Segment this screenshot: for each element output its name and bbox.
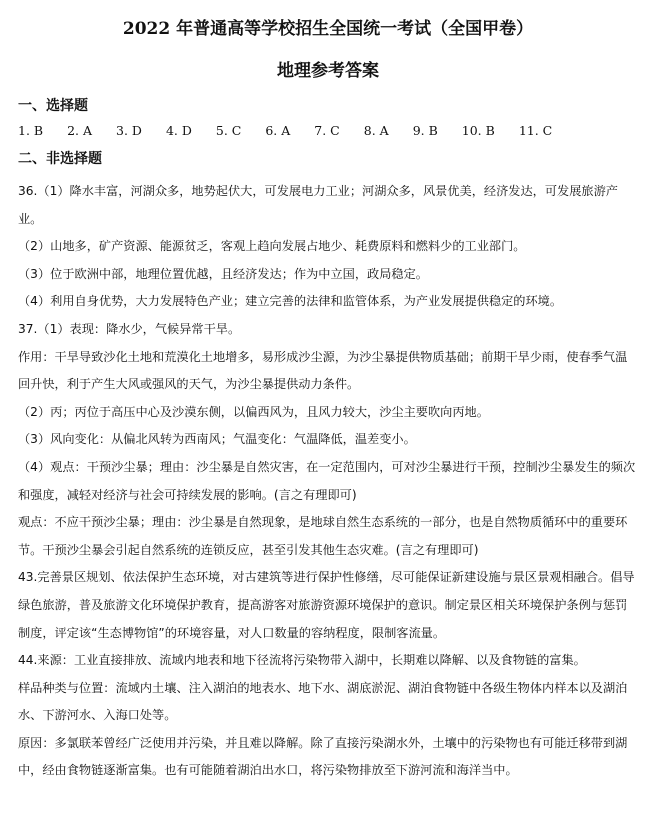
answer-paragraph: （3）位于欧洲中部，地理位置优越，且经济发达；作为中立国，政局稳定。 xyxy=(18,266,428,281)
section-heading-nonchoice: 二、非选择题 xyxy=(18,151,102,167)
answer-body xyxy=(18,178,638,785)
answer-paragraph: 37.（1）表现：降水少，气候异常干旱。 xyxy=(18,321,241,336)
answer-paragraph: （3）风向变化：从偏北风转为西南风；气温变化：气温降低，温差变小。 xyxy=(18,432,416,447)
answer-paragraph: 观点：不应干预沙尘暴；理由：沙尘暴是自然现象，是地球自然生态系统的一部分，也是自然物质循环中的重要环节。干预沙尘暴会引起自然系统的连锁反应，甚至引发其他生态灾难。(言之有理即可) xyxy=(18,515,628,557)
answer-item: 10. B xyxy=(461,123,495,138)
answer-item: 9. B xyxy=(412,123,438,138)
answer-paragraph: 作用：干旱导致沙化土地和荒漠化土地增多，易形成沙尘源，为沙尘暴提供物质基础；前期干旱少雨，使春季气温回升快，利于产生大风或强风的天气，为沙尘暴提供动力条件。 xyxy=(18,349,628,392)
answer-paragraph: 样品种类与位置：流域内土壤、注入湖泊的地表水、地下水、湖底淤泥、湖泊食物链中各级生物体内样本以及湖泊水、下游河水、入海口处等。 xyxy=(18,680,628,723)
answer-paragraph: 44.来源：工业直接排放、流域内地表和地下径流将污染物带入湖中，长期难以降解、以及食物链的富集。 xyxy=(18,653,586,668)
answer-item: 2. A xyxy=(67,123,93,138)
answer-item: 3. D xyxy=(116,123,142,138)
answer-item: 4. D xyxy=(165,123,192,138)
choice-answers xyxy=(18,122,638,140)
page-title: 2022 年普通高等学校招生全国统一考试（全国甲卷） xyxy=(122,19,534,39)
answer-item: 11. C xyxy=(518,123,553,138)
answer-item: 7. C xyxy=(314,123,340,138)
answer-paragraph: 36.（1）降水丰富，河湖众多，地势起伏大，可发展电力工业；河湖众多，风景优美，经济发达，可发展旅游产业。 xyxy=(18,184,618,226)
answer-paragraph: （2）丙；丙位于高压中心及沙漠东侧，以偏西风为，且风力较大，沙尘主要吹向丙地。 xyxy=(18,404,489,419)
answer-item: 6. A xyxy=(265,123,291,138)
answer-paragraph: 43.完善景区规划、依法保护生态环境，对古建筑等进行保护性修缮，尽可能保证新建设施与景区景观相融合。倡导绿色旅游，普及旅游文化环境保护教育，提高游客对旅游资源环境保护的意识。制定景区相关环境保护条例与惩罚制度，评定该“生态博物馆”的环境容量，对人口数量的容纳程度，限制客流量。 xyxy=(18,570,635,640)
answer-paragraph: （4）观点：干预沙尘暴；理由：沙尘暴是自然灾害，在一定范围内，可对沙尘暴进行干预，控制沙尘暴发生的频次和强度，减轻对经济与社会可持续发展的影响。(言之有理即可) xyxy=(18,459,636,502)
answer-paragraph: （4）利用自身优势，大力发展特色产业；建立完善的法律和监管体系，为产业发展提供稳定的环境。 xyxy=(18,294,563,309)
answer-paragraph: （2）山地多，矿产资源、能源贫乏，客观上趋向发展占地少、耗费原料和燃料少的工业部门。 xyxy=(18,239,526,254)
answer-item: 8. A xyxy=(363,123,389,138)
answer-paragraph: 原因：多氯联苯曾经广泛使用并污染，并且难以降解。除了直接污染湖水外，土壤中的污染物也有可能迁移带到湖中，经由食物链逐渐富集。也有可能随着湖泊出水口，将污染物排放至下游河流和海洋当中。 xyxy=(18,735,628,778)
page-subtitle: 地理参考答案 xyxy=(277,61,379,81)
answer-item: 5. C xyxy=(215,123,242,138)
section-heading-choice: 一、选择题 xyxy=(18,98,88,114)
answer-item: 1. B xyxy=(18,123,44,138)
